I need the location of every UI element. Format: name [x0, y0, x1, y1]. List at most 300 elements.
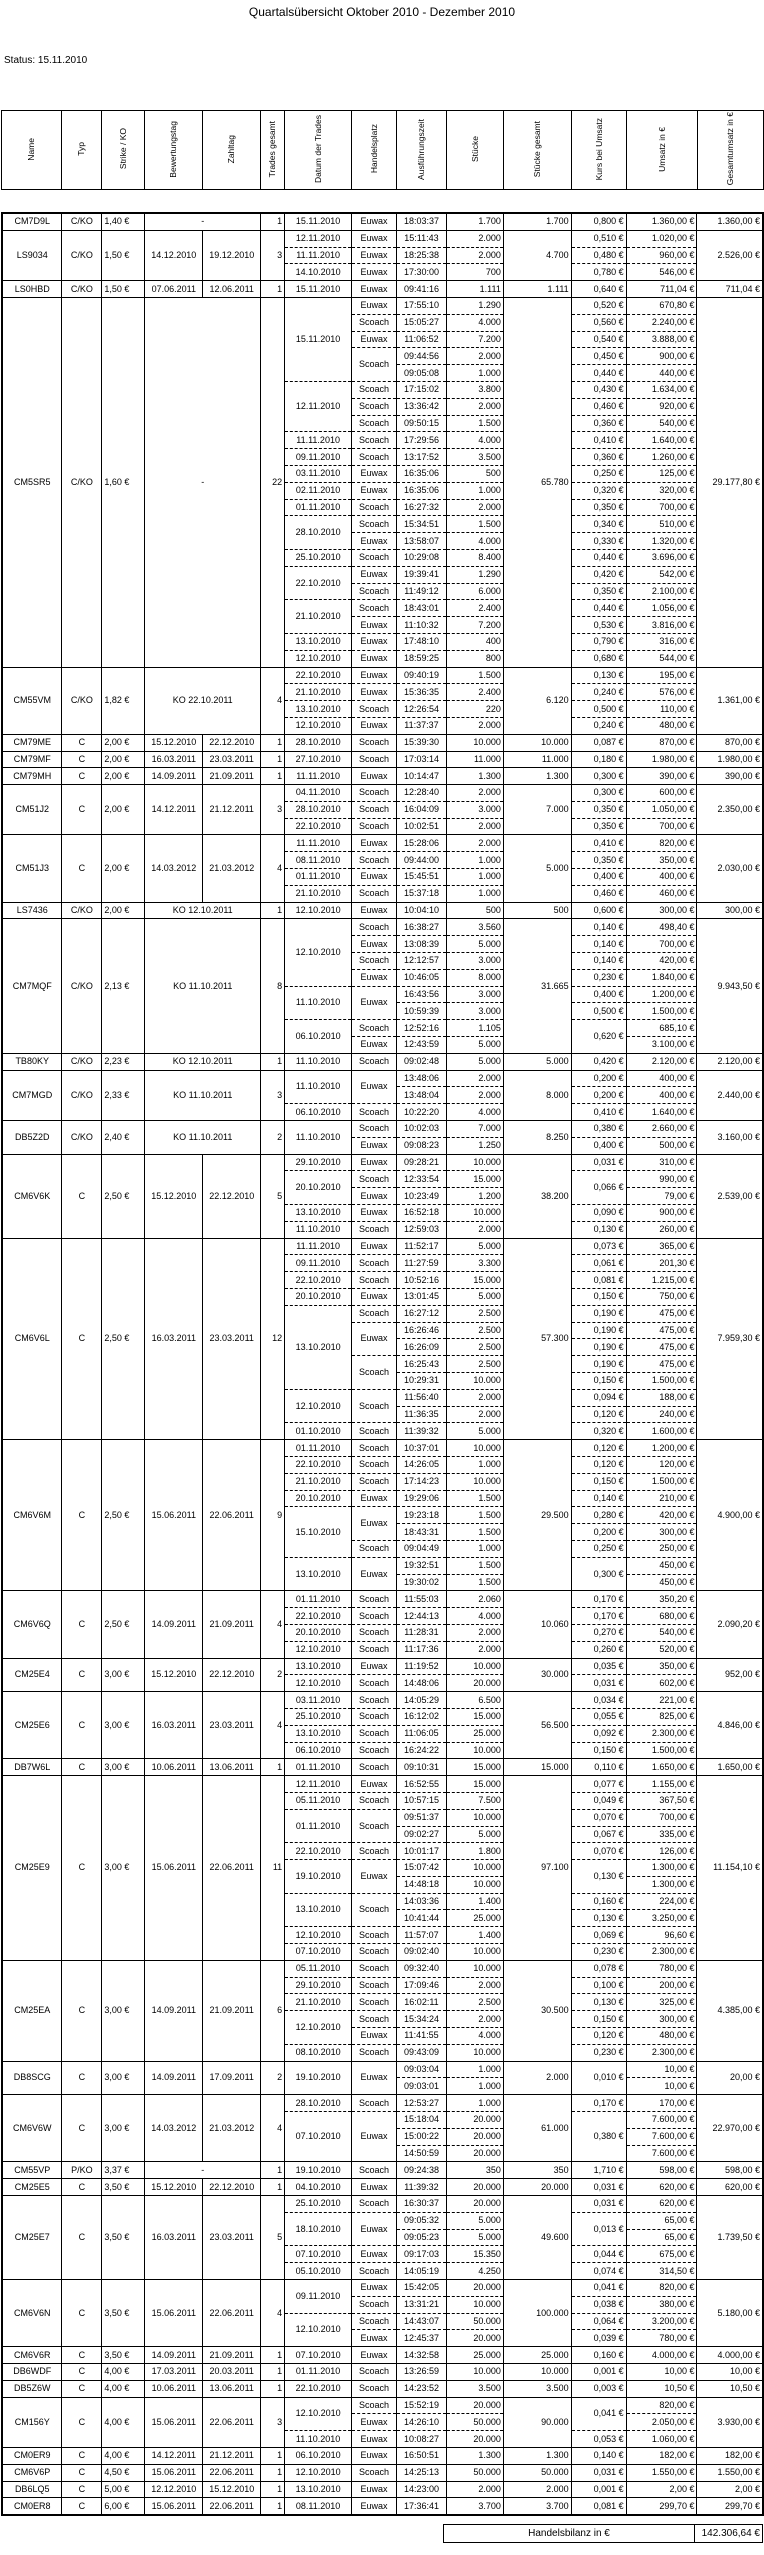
trade-time: 16:30:37	[397, 2196, 447, 2213]
product-strike: 4,00 €	[102, 2364, 145, 2381]
trade-value: 125,00 €	[626, 465, 697, 482]
trade-time: 15:34:51	[397, 516, 447, 533]
product-type: C	[62, 768, 102, 785]
trade-price: 0,160 €	[571, 1893, 626, 1910]
trade-value: 1.056,00 €	[626, 600, 697, 617]
trade-time: 15:18:04	[397, 2112, 447, 2129]
product-total-value: 598,00 €	[697, 2162, 763, 2179]
product-strike: 2,00 €	[102, 768, 145, 785]
trades-count: 1	[261, 751, 285, 768]
trade-value: 711,04 €	[626, 281, 697, 298]
header-row	[2, 111, 764, 190]
product-strike: 2,00 €	[102, 835, 145, 902]
trade-time: 09:03:01	[397, 2078, 447, 2095]
trade-price: 0,170 €	[571, 1591, 626, 1608]
valuation-date: 15.12.2010	[145, 1658, 203, 1692]
trade-time: 09:05:32	[397, 2212, 447, 2229]
product-total-value: 1.650,00 €	[697, 1759, 763, 1776]
trade-venue: Euwax	[352, 650, 397, 667]
trades-count: 1	[261, 213, 285, 230]
trade-venue: Scoach	[352, 953, 397, 970]
product-total-qty: 61.000	[503, 2095, 571, 2162]
trade-value: 3.888,00 €	[626, 331, 697, 348]
trades-count: 5	[261, 1154, 285, 1238]
trade-date: 04.11.2010	[285, 785, 352, 802]
trade-price: 0,003 €	[571, 2380, 626, 2397]
trade-price: 0,420 €	[571, 566, 626, 583]
trade-date: 20.10.2010	[285, 1624, 352, 1641]
trade-row	[2, 2364, 763, 2381]
trade-time: 11:37:37	[397, 717, 447, 734]
product-total-qty: 10.000	[503, 734, 571, 751]
trade-date: 08.11.2010	[285, 852, 352, 869]
product-strike: 4,00 €	[102, 2447, 145, 2464]
trade-date: 13.10.2010	[285, 1305, 352, 1389]
trade-qty: 10.000	[446, 1154, 503, 1171]
trade-value: 79,00 €	[626, 1188, 697, 1205]
trade-row	[2, 2464, 763, 2481]
trade-qty: 10.000	[446, 2044, 503, 2061]
trade-value: 620,00 €	[626, 2179, 697, 2196]
trade-venue: Scoach	[352, 1221, 397, 1238]
product-name: TB80KY	[2, 1053, 62, 1070]
trade-qty: 10.000	[446, 1742, 503, 1759]
trade-venue: Euwax	[352, 1490, 397, 1507]
trades-count: 3	[261, 785, 285, 835]
product-total-qty: 1.300	[503, 768, 571, 785]
trade-qty: 15.000	[446, 1776, 503, 1793]
product-total-qty: 38.200	[503, 1154, 571, 1238]
trade-price: 0,049 €	[571, 1792, 626, 1809]
trade-row	[2, 1960, 763, 1977]
product-total-value: 1.980,00 €	[697, 751, 763, 768]
trades-count: 1	[261, 902, 285, 919]
trade-value: 300,00 €	[626, 1524, 697, 1541]
product-name: DB6LQ5	[2, 2481, 62, 2498]
trade-price: 0,560 €	[571, 314, 626, 331]
product-name: CM7MGD	[2, 1070, 62, 1120]
product-strike: 1,40 €	[102, 213, 145, 230]
trade-row	[2, 667, 763, 684]
product-name: CM0ER9	[2, 2447, 62, 2464]
trade-price: 0,081 €	[571, 2498, 626, 2515]
trade-time: 13:08:39	[397, 936, 447, 953]
trade-price: 0,120 €	[571, 1456, 626, 1473]
trade-venue: Scoach	[352, 1977, 397, 1994]
trade-venue: Scoach	[352, 1624, 397, 1641]
column-header	[447, 111, 504, 190]
product-type: C	[62, 2095, 102, 2162]
product-type: C	[62, 2481, 102, 2498]
product-total-qty: 20.000	[503, 2179, 571, 2196]
trade-price: 0,540 €	[571, 331, 626, 348]
trade-venue: Scoach	[352, 449, 397, 466]
trade-value: 3.816,00 €	[626, 617, 697, 634]
trade-venue: Scoach	[352, 2313, 397, 2330]
trade-qty: 4.000	[446, 432, 503, 449]
trade-value: 498,40 €	[626, 919, 697, 936]
trade-venue: Scoach	[352, 1591, 397, 1608]
product-strike: 1,82 €	[102, 667, 145, 734]
trade-date: 11.10.2010	[285, 1070, 352, 1104]
trade-qty: 1.500	[446, 1490, 503, 1507]
trade-qty: 15.000	[446, 1708, 503, 1725]
trade-qty: 1.000	[446, 1456, 503, 1473]
trade-price: 0,055 €	[571, 1708, 626, 1725]
trades-count: 2	[261, 1658, 285, 1692]
trade-time: 09:02:40	[397, 1944, 447, 1961]
trade-qty: 500	[446, 902, 503, 919]
product-type: C/KO	[62, 1053, 102, 1070]
product-type: C	[62, 2061, 102, 2095]
column-header	[504, 111, 572, 190]
trades-count: 11	[261, 1776, 285, 1961]
trade-date: 21.10.2010	[285, 1994, 352, 2011]
trade-value: 10,00 €	[626, 2078, 697, 2095]
trade-venue: Scoach	[352, 1456, 397, 1473]
trade-qty: 50.000	[446, 2313, 503, 2330]
trade-qty: 3.800	[446, 381, 503, 398]
valuation-date: 16.03.2011	[145, 751, 203, 768]
trade-time: 16:50:51	[397, 2447, 447, 2464]
trade-venue: Scoach	[352, 1356, 397, 1390]
trade-venue: Euwax	[352, 1860, 397, 1894]
product-type: P/KO	[62, 2162, 102, 2179]
trade-venue: Scoach	[352, 2263, 397, 2280]
trade-qty: 5.000	[446, 1423, 503, 1440]
trade-date: 09.11.2010	[285, 2280, 352, 2314]
product-type: C/KO	[62, 281, 102, 298]
product-type: C	[62, 2179, 102, 2196]
product-name: DB5Z2D	[2, 1121, 62, 1155]
product-type: C	[62, 1759, 102, 1776]
trade-qty: 2.500	[446, 1322, 503, 1339]
trade-qty: 15.000	[446, 1171, 503, 1188]
trade-date: 19.10.2010	[285, 2162, 352, 2179]
product-total-value: 711,04 €	[697, 281, 763, 298]
trade-price: 0,270 €	[571, 1624, 626, 1641]
trade-price: 0,190 €	[571, 1305, 626, 1322]
column-header	[627, 111, 698, 190]
product-total-qty: 3.700	[503, 2498, 571, 2515]
trade-value: 1.200,00 €	[626, 1440, 697, 1457]
trade-value: 210,00 €	[626, 1490, 697, 1507]
trade-qty: 4.250	[446, 2263, 503, 2280]
trade-venue: Euwax	[352, 768, 397, 785]
product-strike: 3,50 €	[102, 2280, 145, 2347]
trade-value: 221,00 €	[626, 1692, 697, 1709]
trade-price: 0,440 €	[571, 549, 626, 566]
balance-box	[443, 2524, 763, 2543]
trade-time: 14:50:59	[397, 2145, 447, 2162]
product-total-value: 870,00 €	[697, 734, 763, 751]
trade-venue: Euwax	[352, 297, 397, 314]
product-total-qty: 1.300	[503, 2447, 571, 2464]
trade-venue: Scoach	[352, 2011, 397, 2028]
trade-value: 182,00 €	[626, 2447, 697, 2464]
product-total-qty: 6.120	[503, 667, 571, 734]
trade-price: 0,680 €	[571, 650, 626, 667]
trade-row	[2, 902, 763, 919]
trade-time: 18:43:01	[397, 600, 447, 617]
product-total-qty: 1.700	[503, 213, 571, 230]
product-strike: 2,00 €	[102, 785, 145, 835]
trade-venue: Scoach	[352, 1944, 397, 1961]
trade-venue: Scoach	[352, 1389, 397, 1423]
trade-qty: 1.000	[446, 885, 503, 902]
trade-date: 11.11.2010	[285, 1238, 352, 1255]
valuation-payday-merged: KO 11.10.2011	[145, 1121, 261, 1155]
valuation-date: 15.06.2011	[145, 2464, 203, 2481]
trade-venue: Scoach	[352, 2296, 397, 2313]
trade-value: 780,00 €	[626, 2330, 697, 2347]
trade-date: 28.10.2010	[285, 734, 352, 751]
trades-count: 1	[261, 2162, 285, 2179]
trade-price: 0,001 €	[571, 2481, 626, 2498]
trade-time: 17:14:23	[397, 1473, 447, 1490]
trade-price: 0,520 €	[571, 297, 626, 314]
trade-value: 960,00 €	[626, 247, 697, 264]
trade-price: 0,230 €	[571, 2044, 626, 2061]
trade-time: 13:01:45	[397, 1289, 447, 1306]
valuation-date: 16.03.2011	[145, 2196, 203, 2280]
trade-price: 0,066 €	[571, 1171, 626, 1205]
valuation-date: 14.09.2011	[145, 768, 203, 785]
trades-count: 1	[261, 281, 285, 298]
trade-price: 0,350 €	[571, 852, 626, 869]
trade-qty: 2.000	[446, 2481, 503, 2498]
valuation-date: 14.03.2012	[145, 2095, 203, 2162]
product-total-qty: 50.000	[503, 2464, 571, 2481]
product-strike: 3,00 €	[102, 2095, 145, 2162]
product-name: CM6V6N	[2, 2280, 62, 2347]
product-strike: 1,50 €	[102, 281, 145, 298]
product-name: CM51J2	[2, 785, 62, 835]
valuation-date: 17.03.2011	[145, 2364, 203, 2381]
trade-time: 11:57:07	[397, 1927, 447, 1944]
trade-venue: Scoach	[352, 1708, 397, 1725]
trade-value: 320,00 €	[626, 482, 697, 499]
trade-value: 920,00 €	[626, 398, 697, 415]
column-header-label: Datum der Trades	[312, 114, 323, 184]
product-strike: 6,00 €	[102, 2498, 145, 2515]
trade-qty: 2.000	[446, 348, 503, 365]
product-name: LS0HBD	[2, 281, 62, 298]
trade-price: 0,420 €	[571, 1053, 626, 1070]
payment-date: 22.06.2011	[203, 2397, 261, 2447]
trade-qty: 400	[446, 633, 503, 650]
trade-date: 20.10.2010	[285, 1171, 352, 1205]
trade-price: 0,800 €	[571, 213, 626, 230]
trade-time: 15:28:06	[397, 835, 447, 852]
trade-value: 200,00 €	[626, 1977, 697, 1994]
trade-time: 13:36:42	[397, 398, 447, 415]
trade-qty: 20.000	[446, 2431, 503, 2448]
column-header-label: Typ	[76, 142, 87, 156]
product-type: C	[62, 2464, 102, 2481]
trade-qty: 25.000	[446, 1910, 503, 1927]
payment-date: 21.09.2011	[203, 1960, 261, 2061]
trade-venue: Scoach	[352, 1759, 397, 1776]
trade-date: 22.10.2010	[285, 818, 352, 835]
trade-value: 310,00 €	[626, 1154, 697, 1171]
trade-venue: Scoach	[352, 1809, 397, 1843]
trade-value: 1.200,00 €	[626, 986, 697, 1003]
trades-count: 1	[261, 2347, 285, 2364]
trade-price: 0,031 €	[571, 1675, 626, 1692]
trade-qty: 11.000	[446, 751, 503, 768]
trade-row	[2, 785, 763, 802]
trade-time: 12:12:57	[397, 953, 447, 970]
product-total-qty: 2.000	[503, 2481, 571, 2498]
payment-date: 23.03.2011	[203, 1238, 261, 1440]
product-total-value: 2.090,20 €	[697, 1591, 763, 1658]
trade-qty: 20.000	[446, 2179, 503, 2196]
column-header-label: Stücke	[469, 136, 480, 162]
trade-qty: 2.000	[446, 2011, 503, 2028]
valuation-date: 15.12.2010	[145, 734, 203, 751]
trade-time: 10:22:20	[397, 1104, 447, 1121]
trade-date: 12.10.2010	[285, 1641, 352, 1658]
trade-qty: 1.800	[446, 1843, 503, 1860]
trades-count: 2	[261, 1121, 285, 1155]
trade-value: 510,00 €	[626, 516, 697, 533]
trade-venue: Euwax	[352, 2414, 397, 2431]
product-name: CM7D9L	[2, 213, 62, 230]
trade-venue: Scoach	[352, 1540, 397, 1557]
product-strike: 3,50 €	[102, 2347, 145, 2364]
trade-time: 19:30:02	[397, 1574, 447, 1591]
trade-price: 0,360 €	[571, 415, 626, 432]
trade-venue: Scoach	[352, 734, 397, 751]
trade-venue: Euwax	[352, 264, 397, 281]
trade-time: 10:52:16	[397, 1272, 447, 1289]
trade-venue: Scoach	[352, 1792, 397, 1809]
product-total-qty: 4.700	[503, 230, 571, 280]
trade-qty: 20.000	[446, 2330, 503, 2347]
product-total-value: 22.970,00 €	[697, 2095, 763, 2162]
trade-value: 400,00 €	[626, 869, 697, 886]
trade-date: 12.10.2010	[285, 717, 352, 734]
trade-date: 12.10.2010	[285, 1927, 352, 1944]
trade-price: 0,110 €	[571, 1759, 626, 1776]
product-total-value: 1.739,50 €	[697, 2196, 763, 2280]
trade-venue: Scoach	[352, 2364, 397, 2381]
trade-qty: 5.000	[446, 1238, 503, 1255]
trade-row	[2, 768, 763, 785]
product-strike: 3,00 €	[102, 1960, 145, 2061]
product-total-qty: 90.000	[503, 2397, 571, 2447]
trade-value: 201,30 €	[626, 1255, 697, 1272]
trade-row	[2, 1053, 763, 1070]
product-type: C	[62, 1960, 102, 2061]
trade-price: 0,450 €	[571, 348, 626, 365]
trade-row	[2, 2179, 763, 2196]
trade-value: 475,00 €	[626, 1356, 697, 1373]
trade-price: 0,035 €	[571, 1658, 626, 1675]
trade-venue: Scoach	[352, 348, 397, 382]
trade-qty: 20.000	[446, 2128, 503, 2145]
trade-price: 0,170 €	[571, 1608, 626, 1625]
trade-value: 440,00 €	[626, 365, 697, 382]
trade-value: 2.300,00 €	[626, 2044, 697, 2061]
product-total-value: 4.000,00 €	[697, 2347, 763, 2364]
trade-price: 0,031 €	[571, 1154, 626, 1171]
product-name: DB8SCG	[2, 2061, 62, 2095]
trade-qty: 15.000	[446, 1272, 503, 1289]
trade-time: 13:48:04	[397, 1087, 447, 1104]
trade-date: 20.10.2010	[285, 1289, 352, 1306]
trade-time: 17:55:10	[397, 297, 447, 314]
trade-time: 17:30:00	[397, 264, 447, 281]
trade-price: 0,260 €	[571, 1641, 626, 1658]
product-total-value: 1.550,00 €	[697, 2464, 763, 2481]
product-strike: 2,00 €	[102, 734, 145, 751]
product-total-value: 3.160,00 €	[697, 1121, 763, 1155]
trade-date: 19.10.2010	[285, 2061, 352, 2095]
trade-date: 19.10.2010	[285, 1860, 352, 1894]
trade-venue: Euwax	[352, 1188, 397, 1205]
trade-row	[2, 835, 763, 852]
trade-qty: 1.000	[446, 365, 503, 382]
trade-qty: 3.560	[446, 919, 503, 936]
trade-time: 18:03:37	[397, 213, 447, 230]
product-name: CM6V6M	[2, 1440, 62, 1591]
trade-value: 540,00 €	[626, 415, 697, 432]
trade-qty: 2.000	[446, 785, 503, 802]
trade-row	[2, 1121, 763, 1138]
trade-price: 0,350 €	[571, 801, 626, 818]
valuation-date: 12.12.2010	[145, 2481, 203, 2498]
trade-venue: Euwax	[352, 2330, 397, 2347]
trade-price: 0,077 €	[571, 1776, 626, 1793]
trade-date: 06.10.2010	[285, 1104, 352, 1121]
trade-time: 10:29:08	[397, 549, 447, 566]
valuation-date: 10.06.2011	[145, 2380, 203, 2397]
trade-price: 0,140 €	[571, 953, 626, 970]
product-name: CM79ME	[2, 734, 62, 751]
product-name: DB6WDF	[2, 2364, 62, 2381]
trade-venue: Euwax	[352, 1238, 397, 1255]
column-header-label: Stücke gesamt	[532, 120, 543, 178]
trade-qty: 2.000	[446, 717, 503, 734]
trade-time: 15:07:42	[397, 1860, 447, 1877]
trade-value: 2.300,00 €	[626, 1725, 697, 1742]
trade-qty: 20.000	[446, 2280, 503, 2297]
trade-venue: Scoach	[352, 1473, 397, 1490]
product-total-qty: 56.500	[503, 1692, 571, 1759]
trade-price: 0,074 €	[571, 2263, 626, 2280]
product-total-qty: 100.000	[503, 2280, 571, 2347]
status-line: Status: 15.11.2010	[4, 55, 88, 66]
product-strike: 3,37 €	[102, 2162, 145, 2179]
trade-qty: 2.500	[446, 1339, 503, 1356]
trade-value: 126,00 €	[626, 1843, 697, 1860]
trade-qty: 25.000	[446, 2347, 503, 2364]
trade-row	[2, 2498, 763, 2515]
product-strike: 4,00 €	[102, 2397, 145, 2447]
trade-row	[2, 2095, 763, 2112]
product-name: CM6V6Q	[2, 1591, 62, 1658]
trade-date: 28.10.2010	[285, 801, 352, 818]
payment-date: 23.03.2011	[203, 1692, 261, 1759]
trade-time: 10:04:10	[397, 902, 447, 919]
trade-venue: Scoach	[352, 1255, 397, 1272]
column-header	[203, 111, 261, 190]
trade-time: 14:32:58	[397, 2347, 447, 2364]
trade-value: 602,00 €	[626, 1675, 697, 1692]
trade-qty: 1.400	[446, 1927, 503, 1944]
